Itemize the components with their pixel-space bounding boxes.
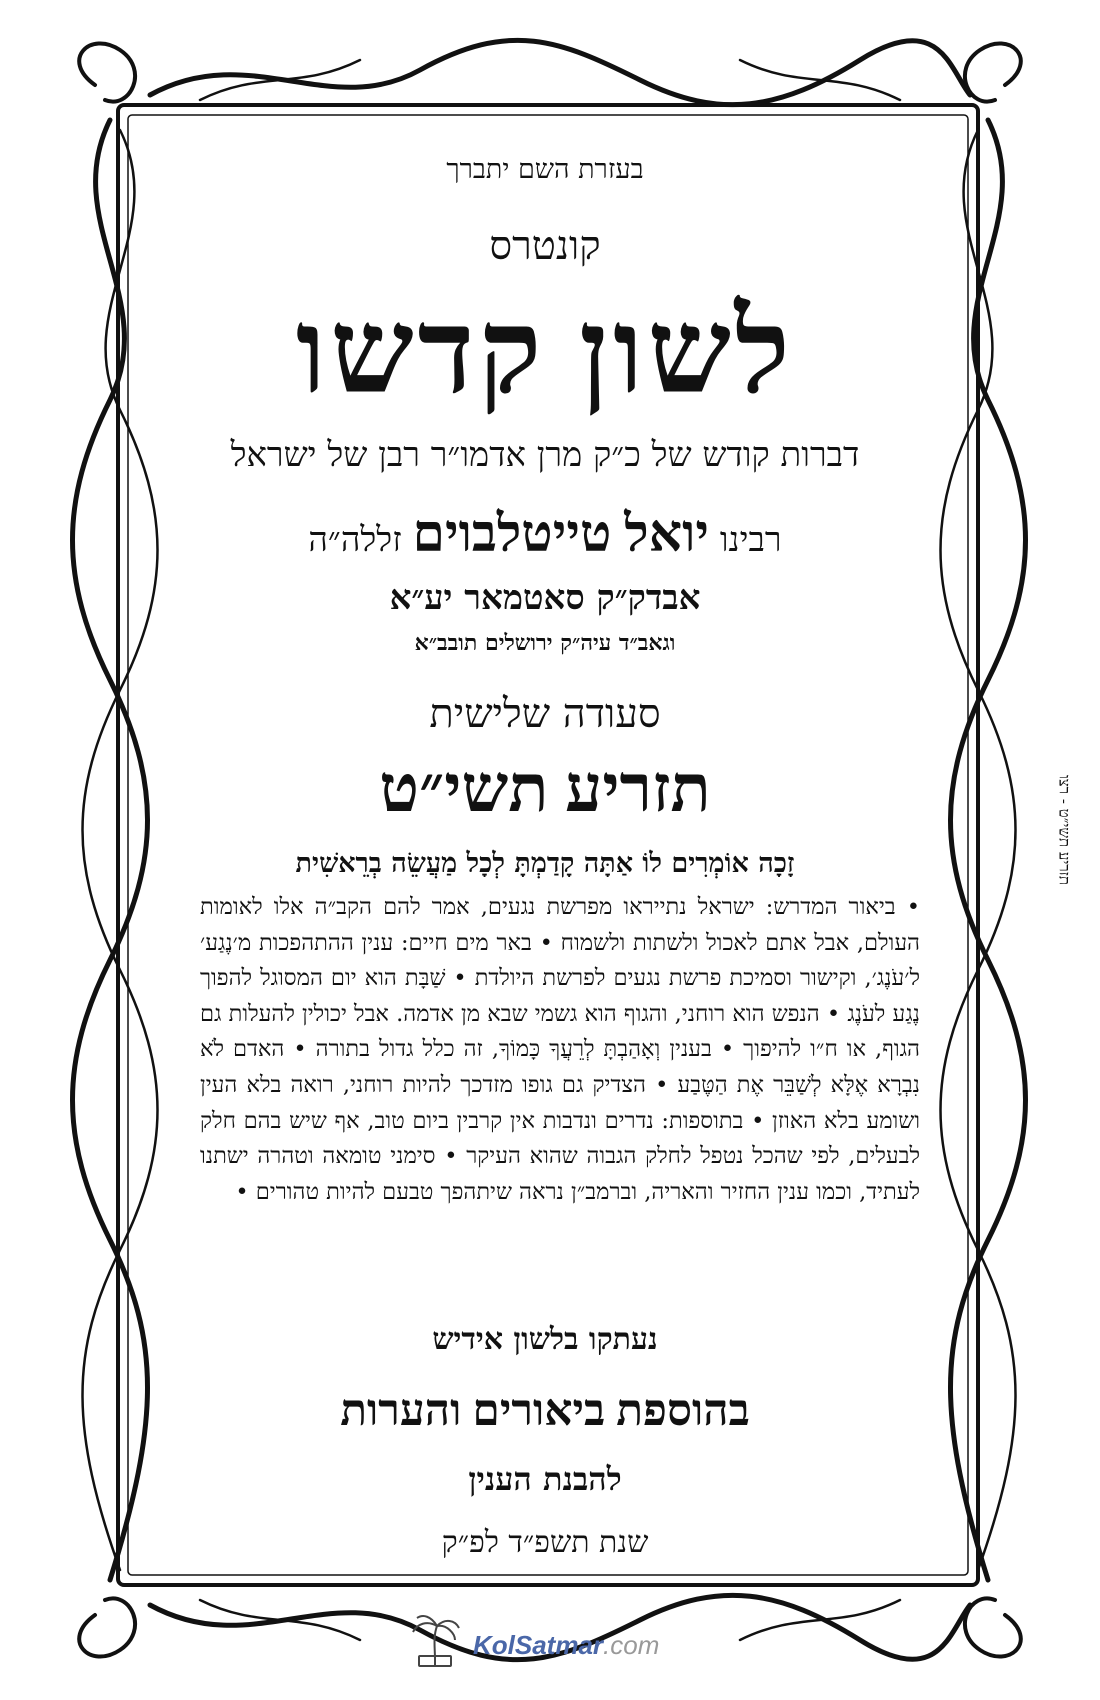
side-running-title (1052, 720, 1076, 940)
kolsatmar-logo-text: KolSatmar.com (473, 1630, 660, 1660)
summary-paragraph: • ביאור המדרש: ישראל נתייראו מפרשת נגעים, אמר להם הקב״ה אלו לאומות העולם, אבל אתם לאכול ולשתות ולשמוח • באר מים חיים: ענין ההתהפכות מ׳נֶגַע׳ ל׳עֹנֶג׳, וקישור וסמיכת פרשת נגעים לפרשת היולדת • שַׁבָּת הוא יום המסוגל להפוך נֶגַע לעֹנֶג • הנפש הוא רוחני, והגוף הוא גשמי שבא מן אדמה. אבל יכולין להעלות גם הגוף, או ח״ו להיפוך • בענין וְאָהַבְתָּ לְרֵעֲךָ כָּמוֹךָ, זה כלל גדול בתורה • האדם לֹא נִבְרָא אֶלָּא לְשַׁבֵּר אֶת הַטֶּבַע • הצדיק גם גופו מזדכך להיות רוחני, רואה בלא העין ושומע בלא האוזן • בתוספות: נדרים ונדבות אין קרבין ביום טוב, אף שיש בהם חלק לבעלים, לפי שהכל נטפל לחלק הגבוה שהוא העיקר • סימני טומאה וטהרה ישתנו לעתיד, וכמו ענין החזיר והאריה, וברמב״ן נראה שיתהפך טבעם להיות טהורים • (200, 894, 920, 1205)
palm-tree-book-icon (405, 1612, 465, 1672)
publication-year: שנת תשפ״ד לפ״ק (441, 1525, 649, 1560)
parsha-heading: תזריע תשי״ט (379, 753, 711, 826)
translation-note: נעתקו בלשון אידיש (432, 1322, 658, 1357)
side-running-title-text: תזריע תשי״ט - רצו (1055, 774, 1074, 886)
title-page-content (150, 130, 940, 1560)
occasion-meal: סעודה שלישית (429, 691, 661, 737)
additions-heading: בהוספת ביאורים והערות (340, 1386, 750, 1435)
rebbe-title-jerusalem: וגאב״ד עיה״ק ירושלים תובב״א (414, 630, 676, 656)
topics-summary (200, 890, 920, 1210)
kunteres-label: קונטרס (489, 223, 601, 269)
author-suffix: זללה״ה (308, 520, 402, 560)
understanding-heading: להבנת הענין (468, 1460, 622, 1498)
kolsatmar-logo[interactable] (405, 1612, 745, 1672)
book-title: לשון קדשו (295, 287, 795, 418)
blessing-heading: בעזרת השם יתברך (446, 154, 644, 185)
rebbe-title-satmar: אבדק״ק סאטמאר יע״א (389, 578, 701, 618)
author-description: דברות קודש של כ״ק מרן אדמו״ר רבן של ישראל (230, 435, 860, 475)
verse-heading: זָכָה אוֹמְרִים לוֹ אַתָּה קָדַמְתָּ לְכָל מַעֲשֵׂה בְרֵאשִׁית (295, 848, 795, 879)
author-prefix: רבינו (719, 520, 782, 560)
author-line (150, 505, 940, 564)
author-name: יואל טייטלבוים (412, 506, 710, 563)
